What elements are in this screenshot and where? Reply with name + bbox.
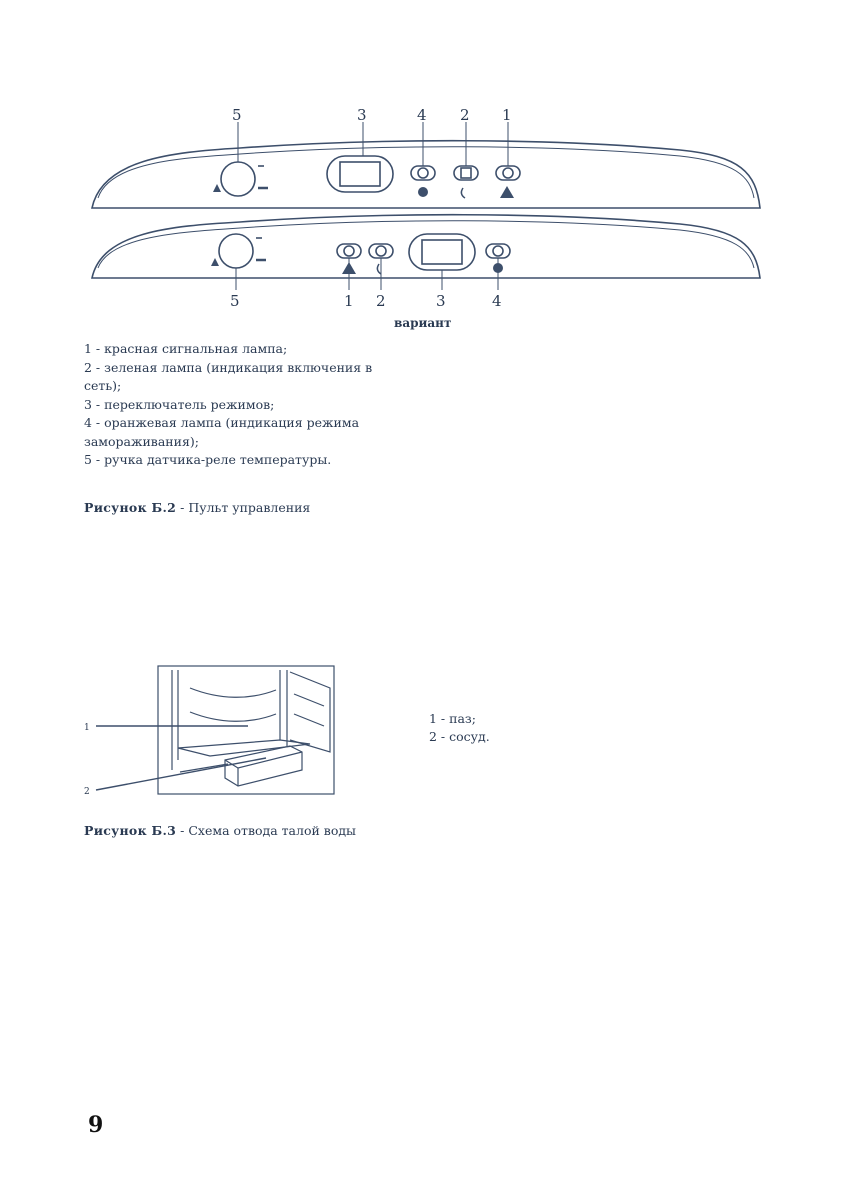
control-panel-diagram (80, 100, 770, 315)
legend-item: 4 - оранжевая лампа (индикация режима (84, 415, 360, 430)
figure-b3-legend (429, 710, 490, 746)
bottom-label-1: 1 (344, 292, 354, 310)
legend-item: сеть); (84, 378, 122, 393)
callout-label-1: 1 (84, 723, 90, 733)
thermostat-knob-bottom (219, 234, 253, 268)
figure-b2-legend (84, 340, 444, 470)
defrost-drain-diagram (80, 660, 340, 800)
bottom-label-4: 4 (492, 292, 502, 310)
callout-label-2: 2 (84, 787, 90, 797)
caption-label: Рисунок Б.2 (84, 500, 177, 515)
photo-frame (158, 666, 334, 794)
legend-item: 1 - красная сигнальная лампа; (84, 341, 288, 356)
bottom-label-3: 3 (436, 292, 446, 310)
figure-b2-caption (84, 500, 310, 515)
caption-text: - Пульт управления (176, 500, 311, 515)
legend-item: 3 - переключатель режимов; (84, 396, 275, 412)
water-container (225, 746, 302, 786)
top-label-2: 2 (460, 106, 470, 124)
top-label-4: 4 (417, 106, 427, 124)
page-number: 9 (88, 1112, 104, 1138)
caption-text: - Схема отвода талой воды (176, 823, 356, 838)
legend-item: 2 - сосуд. (429, 729, 490, 744)
legend-item: 5 - ручка датчика-реле температуры. (84, 452, 332, 467)
bottom-label-2: 2 (376, 292, 386, 310)
legend-item: 1 - паз; (429, 711, 476, 726)
variant-label: вариант (394, 316, 452, 330)
top-label-3: 3 (357, 106, 367, 124)
legend-item: замораживания); (84, 433, 199, 449)
bottom-panel-outline (92, 215, 760, 278)
top-panel-outline (92, 141, 760, 208)
legend-item: 2 - зеленая лампа (индикация включения в (84, 359, 373, 375)
top-label-5: 5 (232, 106, 242, 124)
figure-b3-caption (84, 823, 356, 838)
thermostat-knob-top (221, 162, 255, 196)
caption-label: Рисунок Б.3 (84, 823, 177, 838)
top-label-1: 1 (502, 106, 512, 124)
bottom-label-5: 5 (230, 292, 240, 310)
